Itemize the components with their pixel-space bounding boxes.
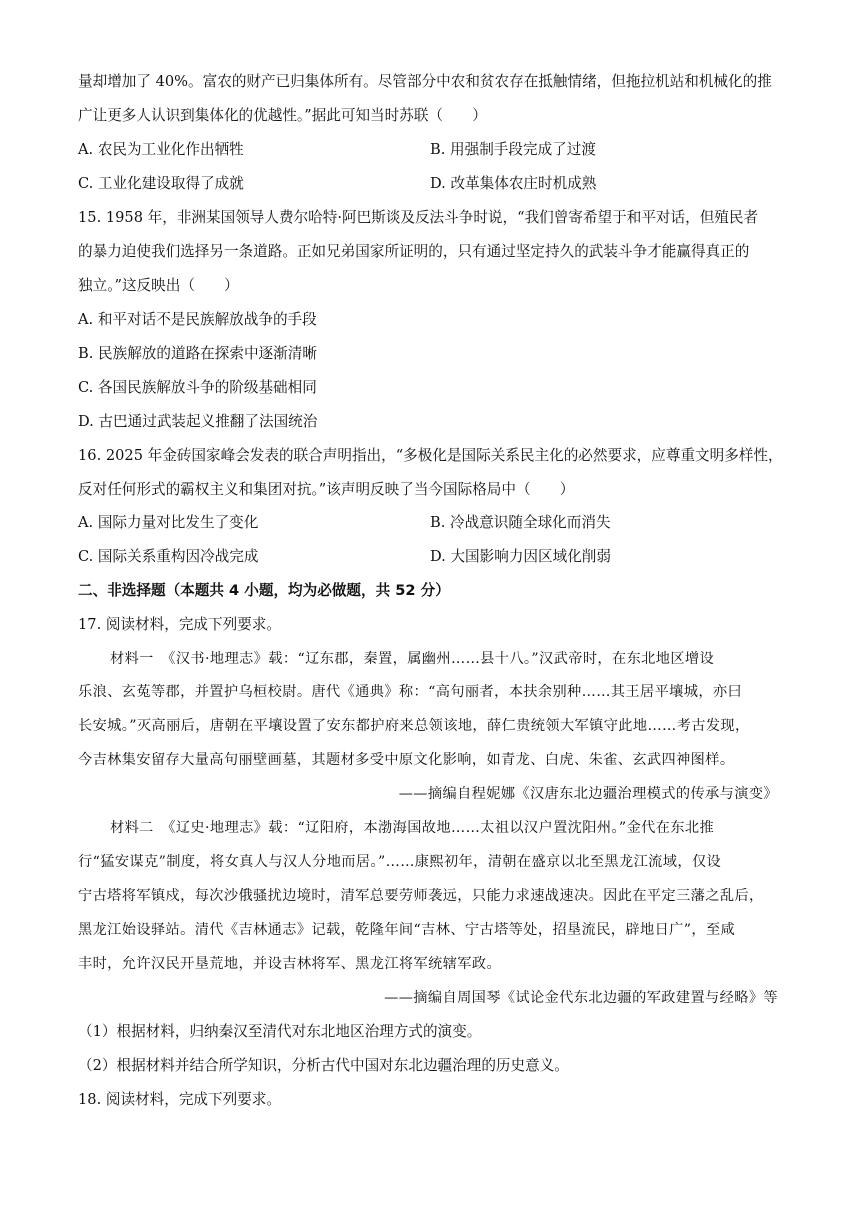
q16-option-d[interactable]: D. 大国影响力因区域化削弱	[430, 548, 611, 565]
q14-option-c[interactable]: C. 工业化建设取得了成就	[78, 175, 244, 192]
q17-material2-line: 宁古塔将军镇戍，每次沙俄骚扰边境时，清军总要劳师袭远，只能力求速战速决。因此在平定三藩之乱后，	[78, 888, 764, 904]
q15-stem-line: 的暴力迫使我们选择另一条道路。正如兄弟国家所证明的，只有通过坚定持久的武装斗争才能赢得真正的	[78, 243, 750, 260]
q17-material1-line: 材料一 《汉书·地理志》载：“辽东郡，秦置，属幽州……县十八。”汉武帝时，在东北地区增设	[110, 651, 715, 667]
q17-material1-line: 乐浪、玄菟等郡，并置护乌桓校尉。唐代《通典》称：“高句丽者，本扶余别种……其王居平壤城，亦曰	[78, 684, 743, 700]
q14-option-a[interactable]: A. 农民为工业化作出牺牲	[78, 141, 244, 158]
q17-sub-question-2: （2）根据材料并结合所学知识，分析古代中国对东北边疆治理的历史意义。	[78, 1057, 569, 1074]
q16-stem-line: 16. 2025 年金砖国家峰会发表的联合声明指出，“多极化是国际关系民主化的必然要求，应尊重文明多样性，	[78, 447, 783, 464]
q14-stem-line: 广让更多人认识到集体化的优越性。”据此可知当时苏联（ ）	[78, 107, 487, 124]
q17-material2-line: 黑龙江始设驿站。清代《吉林通志》记载，乾隆年间“吉林、宁古塔等处，招垦流民，辟地日广”，至咸	[78, 922, 736, 938]
q14-option-d[interactable]: D. 改革集体农庄时机成熟	[430, 175, 597, 192]
q15-option-b[interactable]: B. 民族解放的道路在探索中逐渐清晰	[78, 345, 317, 362]
q18-intro: 18. 阅读材料，完成下列要求。	[78, 1091, 281, 1108]
q17-material2-line: 材料二 《辽史·地理志》载：“辽阳府，本渤海国故地……太祖以汉户置沈阳州。”金代在东北推	[110, 820, 715, 836]
q15-option-d[interactable]: D. 古巴通过武装起义推翻了法国统治	[78, 413, 318, 430]
q17-sub-question-1: （1）根据材料，归纳秦汉至清代对东北地区治理方式的演变。	[78, 1023, 482, 1040]
q17-source1: ——摘编自程妮娜《汉唐东北边疆治理模式的传承与演变》	[398, 786, 778, 802]
q16-option-a[interactable]: A. 国际力量对比发生了变化	[78, 514, 259, 531]
q14-stem-line: 量却增加了 40%。富农的财产已归集体所有。尽管部分中农和贫农存在抵触情绪，但拖拉机站和机械化的推	[78, 73, 772, 90]
section-heading: 二、非选择题（本题共 4 小题，均为必做题，共 52 分）	[78, 582, 450, 599]
q15-stem-line: 独立。”这反映出（ ）	[78, 277, 239, 294]
q16-stem-line: 反对任何形式的霸权主义和集团对抗。”该声明反映了当今国际格局中（ ）	[78, 481, 575, 498]
q17-intro: 17. 阅读材料，完成下列要求。	[78, 616, 281, 633]
q17-material2-line: 丰时，允许汉民开垦荒地，并设吉林将军、黑龙江将军统辖军政。	[78, 956, 502, 972]
q14-option-b[interactable]: B. 用强制手段完成了过渡	[430, 141, 596, 158]
q16-option-c[interactable]: C. 国际关系重构因冷战完成	[78, 548, 259, 565]
q15-option-c[interactable]: C. 各国民族解放斗争的阶级基础相同	[78, 379, 317, 396]
q17-material1-line: 今吉林集安留存大量高句丽壁画墓，其题材多受中原文化影响，如青龙、白虎、朱雀、玄武四神图样。	[78, 752, 735, 768]
q17-material1-line: 长安城。”灭高丽后，唐朝在平壤设置了安东都护府来总领该地，薛仁贵统领大军镇守此地……考古发现，	[78, 718, 750, 734]
q17-source2: ——摘编自周国琴《试论金代东北边疆的军政建置与经略》等	[384, 990, 778, 1006]
q17-material2-line: 行“猛安谋克”制度，将女真人与汉人分地而居。”……康熙初年，清朝在盛京以北至黑龙江流域，仅设	[78, 854, 722, 870]
q15-stem-line: 15. 1958 年，非洲某国领导人费尔哈特·阿巴斯谈及反法斗争时说，“我们曾寄希望于和平对话，但殖民者	[78, 209, 759, 226]
q15-option-a[interactable]: A. 和平对话不是民族解放战争的手段	[78, 311, 317, 328]
q16-option-b[interactable]: B. 冷战意识随全球化而消失	[430, 514, 611, 531]
